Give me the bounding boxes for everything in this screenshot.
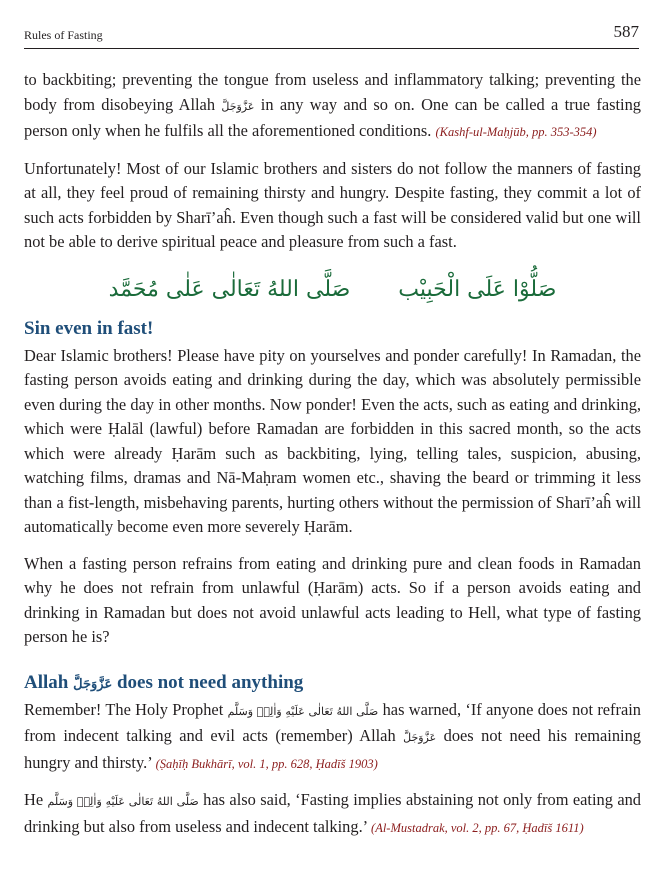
salat-line [24,277,641,302]
page-body [24,68,641,840]
page-header [24,22,639,49]
text-span: Remember! The Holy Prophet [24,699,224,719]
honorific-azza-wa-jal: عَزَّوَجَلَّ [73,676,113,692]
citation: (Ṣaḥīḥ Bukhārī, vol. 1, pp. 628, Ḥadīš 1903) [155,756,378,771]
running-title: Rules of Fasting [24,28,103,42]
salat-left: صَلَّى اللهُ تَعَالٰى عَلٰى مُحَمَّد [108,276,351,302]
citation: (Kashf-ul-Maḥjūb, pp. 353-354) [435,125,597,139]
paragraph-when-a-fasting-person: When a fasting person refrains from eating and drinking pure and clean foods in Ramadan why he does not refrain from unlawful (Ḥarām) acts. So if a person avoids eating and drinking in Ramadan but does not avoid unlawful acts leading to Hell, what type of fasting person he is? [24,553,641,646]
honorific-salawat: صَلَّى اللهُ تَعَالٰى عَلَيْهِ وَاٰلِهٖ وَسَلَّم [227,704,379,718]
text-span: has warned, ‘If anyone does not refrain from indecent talking and evil acts (remember) Allah [24,699,641,745]
page-number: 587 [613,22,639,41]
paragraph-unfortunately: Unfortunately! Most of our Islamic brothers and sisters do not follow the manners of fasting at all, they feel proud of remaining thirsty and hungry. Despite fasting, they commit a lot of such acts forbidden by Sharī’aĥ. Even though such a fast will be considered valid but one will not be able to derive spiritual peace and pleasure from such a fast. [24,158,641,251]
paragraph-he-has-also-said [24,788,641,840]
honorific-azza-wa-jal: عَزَّوَجَلَّ [403,731,437,744]
text-span: does not need his remaining hungry and thirsty.’ [24,726,641,772]
text-span: He [24,790,44,809]
section-heading-allah-does-not-need [24,672,641,694]
text-span: has also said, ‘Fasting implies abstaining not only from eating and drinking but also from useless and indecent talking.’ [24,790,642,836]
section-heading-sin-even-in-fast: Sin even in fast! [24,317,154,339]
citation: (Al-Mustadrak, vol. 2, pp. 67, Ḥadīš 1611) [371,820,584,835]
paragraph-continuation [24,68,641,145]
paragraph-dear-islamic-brothers: Dear Islamic brothers! Please have pity on yourselves and ponder carefully! In Ramadan, the fasting person avoids eating and drinking during the day, which was absolutely permissible even during the day in other months. Now ponder! Even the acts, such as eating and drinking, which were Ḥalāl (lawful) before Ramadan are forbidden in this sacred month, so the acts which were already Ḥarām such as backbiting, lying, telling tales, suspicion, abusing, watching films, dramas and Nā-Maḥram women etc., shaving the beard or trimming it less than a fist-length, misbehaving parents, hurting others without the permission of Sharī’aĥ will automatically become even more severely Ḥarām. [24,345,641,536]
heading-text: Allah [24,671,69,693]
text-span: to backbiting; preventing the tongue from useless and inflammatory talking; preventing the body from disobeying Allah [24,70,641,114]
honorific-salawat: صَلَّى اللهُ تَعَالٰى عَلَيْهِ وَاٰلِهٖ وَسَلَّم [47,795,199,808]
heading-text: does not need anything [116,671,304,693]
honorific-azza-wa-jal: عَزَّوَجَلَّ [221,99,255,113]
paragraph-remember [24,698,641,777]
text-span: in any way and so on. One can be called a true fasting person only when he fulfils all the aforementioned conditions. [24,94,641,140]
salat-right: صَلُّوْا عَلَى الْحَبِيْب [398,276,557,302]
